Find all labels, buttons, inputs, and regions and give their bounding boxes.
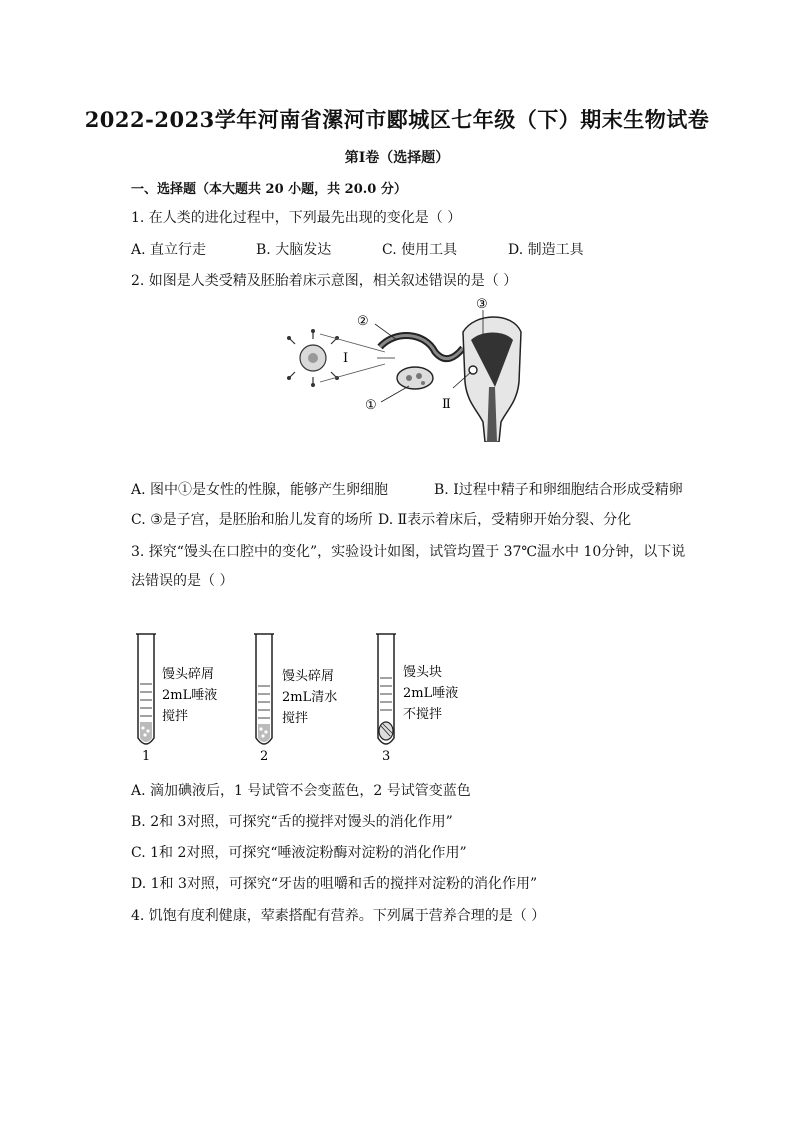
q3-option-b: B. 2和 3对照，可探究“舌的搅拌对馒头的消化作用” (131, 814, 453, 830)
section-heading: 一、选择题（本大题共 20 小题，共 20.0 分） (131, 182, 407, 197)
q1-option-b: B. 大脑发达 (256, 242, 332, 258)
tube-3-number: 3 (382, 749, 391, 764)
tube-2-number: 2 (260, 749, 269, 764)
tube-3-line2: 2mL唾液 (403, 686, 459, 701)
egg-cell-figure (287, 329, 339, 387)
q1-option-a: A. 直立行走 (131, 242, 207, 258)
q4-stem: 4. 饥饱有度利健康，荤素搭配有营养。下列属于营养合理的是（ ） (131, 908, 546, 924)
tube-1-line1: 馒头碎屑 (162, 667, 215, 682)
tube-2-line3: 搅拌 (282, 711, 309, 726)
label-2: ② (357, 314, 369, 329)
label-II: Ⅱ (442, 397, 451, 412)
label-3: ③ (476, 297, 488, 312)
q3-option-c: C. 1和 2对照，可探究“唾液淀粉酶对淀粉的消化作用” (131, 845, 467, 861)
q1-option-c: C. 使用工具 (382, 242, 458, 258)
q3-stem-line2: 法错误的是（ ） (131, 573, 234, 589)
q2-option-d: D. Ⅱ表示着床后，受精卵开始分裂、分化 (378, 512, 632, 528)
tube-3-line3: 不搅拌 (403, 707, 443, 722)
q1-stem: 1. 在人类的进化过程中，下列最先出现的变化是（ ） (131, 210, 462, 226)
tube-2-line2: 2mL清水 (282, 690, 338, 705)
q3-stem-line1: 3. 探究“馒头在口腔中的变化”，实验设计如图，试管均置于 37℃温水中 10分钟，以下说 (131, 544, 686, 560)
page-title: 2022-2023学年河南省漯河市郾城区七年级（下）期末生物试卷 (84, 107, 710, 132)
page-subtitle: 第Ⅰ卷（选择题） (344, 150, 450, 166)
q2-stem: 2. 如图是人类受精及胚胎着床示意图，相关叙述错误的是（ ） (131, 273, 518, 289)
tube-1-number: 1 (142, 749, 151, 764)
q3-option-d: D. 1和 3对照，可探究“牙齿的咀嚼和舌的搅拌对淀粉的消化作用” (131, 876, 538, 892)
test-tube-2 (254, 634, 337, 764)
q3-option-a: A. 滴加碘液后，1 号试管不会变蓝色，2 号试管变蓝色 (131, 783, 471, 799)
fertilization-diagram (285, 292, 525, 442)
q2-option-a: A. 图中①是女性的性腺，能够产生卵细胞 (131, 482, 389, 498)
tube-1-line2: 2mL唾液 (162, 688, 218, 703)
label-I: Ⅰ (343, 351, 349, 366)
tube-1-line3: 搅拌 (162, 709, 189, 724)
test-tube-diagram (128, 630, 478, 770)
q2-option-c: C. ③是子宫，是胚胎和胎儿发育的场所 (131, 512, 373, 528)
tube-3-line1: 馒头块 (403, 665, 443, 680)
q1-option-d: D. 制造工具 (508, 242, 584, 258)
q2-option-b: B. Ⅰ过程中精子和卵细胞结合形成受精卵 (434, 482, 683, 498)
label-1: ① (365, 398, 377, 413)
test-tube-3 (376, 634, 458, 764)
tube-2-line1: 馒头碎屑 (282, 669, 335, 684)
test-tube-1 (136, 634, 217, 764)
